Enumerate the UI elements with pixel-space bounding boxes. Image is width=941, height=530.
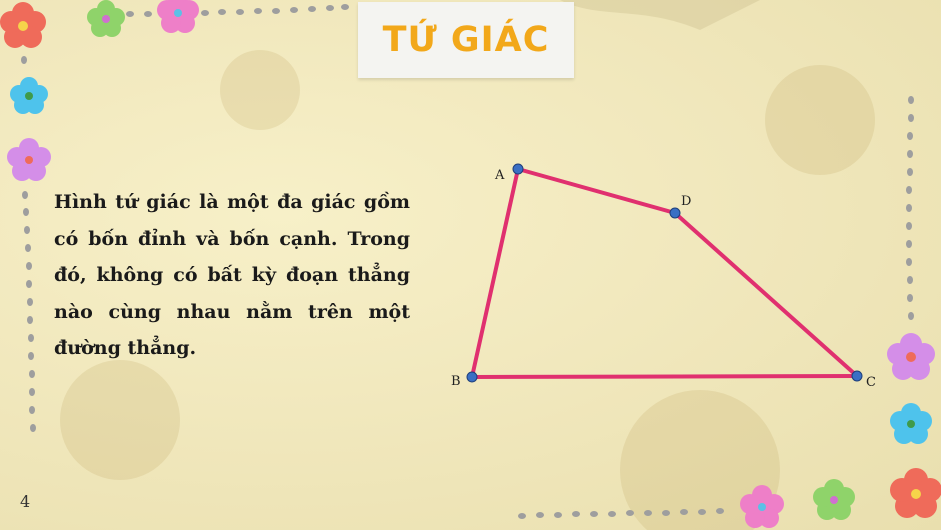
vertex-b-label: B [451, 374, 461, 389]
page-number: 4 [20, 492, 31, 511]
vertex-c-point [852, 371, 862, 381]
quadrilateral-edges [472, 169, 857, 377]
vertex-a-label: A [495, 168, 505, 183]
edge-dc [675, 213, 857, 376]
vertex-a-point [513, 164, 523, 174]
vertex-d-point [670, 208, 680, 218]
edge-ab [472, 169, 518, 377]
vertex-c-label: C [866, 375, 876, 390]
vertex-points [467, 164, 862, 382]
edge-bc [472, 376, 857, 377]
definition-text: Hình tứ giác là một đa giác gồm có bốn đỉnh và bốn cạnh. Trong đó, không có bất kỳ đoạn thẳng nào cùng nhau nằm trên một đường thẳng. [54, 191, 410, 359]
slide-title: TỨ GIÁC [382, 20, 550, 60]
vertex-b-point [467, 372, 477, 382]
edge-ad [518, 169, 675, 213]
vertex-d-label: D [681, 194, 692, 209]
